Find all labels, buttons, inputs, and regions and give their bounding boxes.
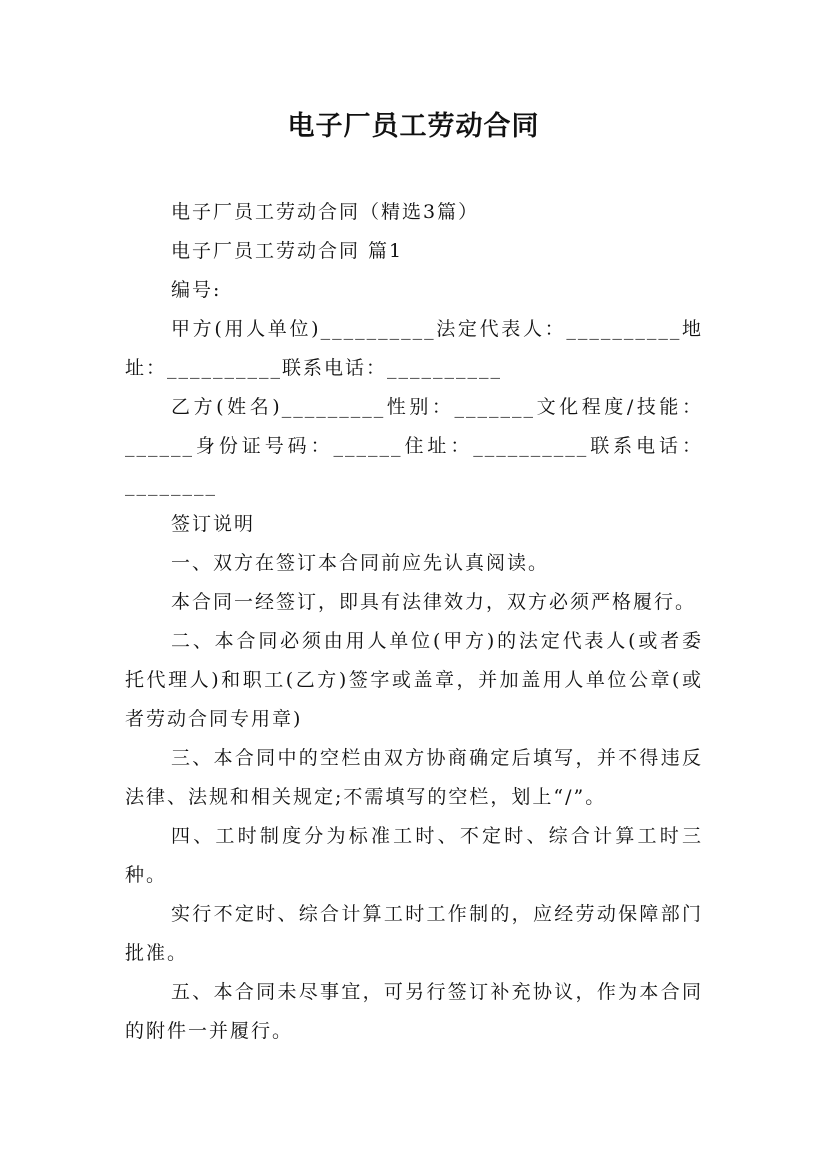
paragraph-note-3: 三、本合同中的空栏由双方协商确定后填写，并不得违反法律、法规和相关规定;不需填写的空栏，划上“/”。 (125, 747, 703, 808)
paragraph-note-4: 四、工时制度分为标准工时、不定时、综合计算工时三种。 (125, 825, 703, 886)
paragraph-number: 编号: (171, 279, 222, 301)
paragraph-note-2: 二、本合同必须由用人单位(甲方)的法定代表人(或者委托代理人)和职工(乙方)签字或盖章，并加盖用人单位公章(或者劳动合同专用章) (125, 630, 703, 730)
paragraph-party-b: 乙方(姓名)_________性别：_______文化程度/技能：______身份证号码：______住址：__________联系电话：________ (125, 396, 703, 496)
paragraph-party-a: 甲方(用人单位)__________法定代表人：__________地址：__________联系电话：__________ (125, 318, 703, 379)
document-title: 电子厂员工劳动合同 (287, 111, 540, 142)
document-body (125, 193, 703, 1051)
paragraph-subtitle: 电子厂员工劳动合同（精选3篇） (171, 201, 480, 223)
paragraph-section-heading: 电子厂员工劳动合同 篇1 (171, 240, 404, 262)
paragraph-signing-notes-heading: 签订说明 (171, 513, 256, 535)
paragraph-note-4-detail: 实行不定时、综合计算工时工作制的，应经劳动保障部门批准。 (125, 903, 703, 964)
paragraph-note-1-detail: 本合同一经签订，即具有法律效力，双方必须严格履行。 (171, 591, 697, 613)
paragraph-note-1: 一、双方在签订本合同前应先认真阅读。 (171, 552, 550, 574)
paragraph-note-5: 五、本合同未尽事宜，可另行签订补充协议，作为本合同的附件一并履行。 (125, 981, 703, 1042)
